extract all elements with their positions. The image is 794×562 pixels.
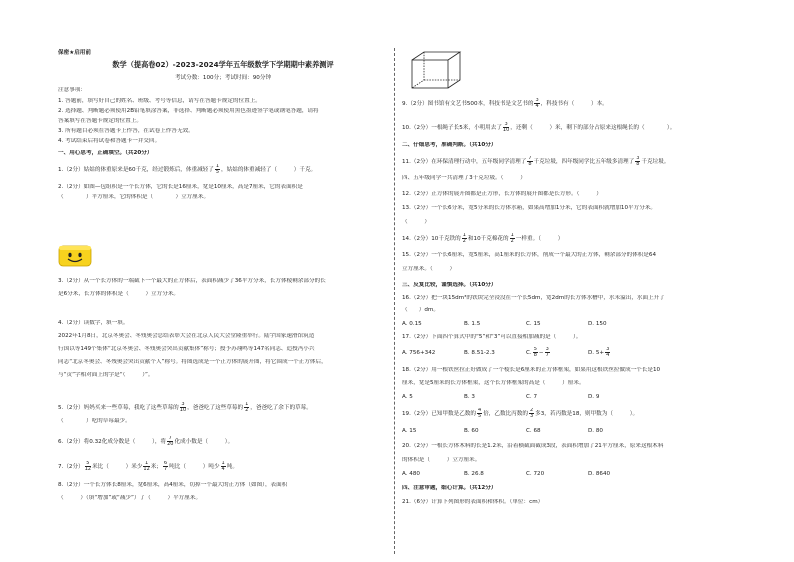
fraction: $\frac{5}{12}$ xyxy=(84,461,92,471)
question-21: 21.（6分）计算下列图形的表面积和体积。（单位：cm） xyxy=(402,499,544,505)
option-a[interactable]: A. 0.15 xyxy=(402,321,422,327)
section-heading: 一、用心思考，正确填空。（共20分） xyxy=(58,150,153,156)
fraction: $\frac{1}{2}$ xyxy=(462,233,466,243)
option-b[interactable]: B. 60 xyxy=(464,428,479,434)
fraction: $\frac{1}{2}$ xyxy=(245,402,249,412)
fraction: $\frac{2}{3}$ xyxy=(529,408,534,418)
option-d[interactable]: D. 9 xyxy=(588,394,600,400)
option-d[interactable]: D. 150 xyxy=(588,321,607,327)
option-c[interactable]: C. 15 xyxy=(526,321,541,327)
fraction: $\frac{4}{5}$ xyxy=(478,408,482,418)
fraction: $\frac{3}{10}$ xyxy=(502,122,510,132)
question-13-cont: （ ） xyxy=(402,219,430,225)
option-a[interactable]: A. 5 xyxy=(402,394,413,400)
question-4-text: 与“贡”字相对面上的字是“（ ）”。 xyxy=(58,372,154,378)
section-heading: 三、反复比较，谨慎选择。（共10分） xyxy=(402,282,497,288)
question-2-cont: （ ）平方厘米，它的体积是（ ）立方厘米。 xyxy=(58,194,210,200)
question-14: 14.（2分）10千克铁的 $\frac{1}{2}$ 和10千克棉花的 $\frac{1}{2}$ 一样重。（ ） xyxy=(402,233,564,243)
question-18-options xyxy=(402,394,752,401)
fraction: $\frac{3}{4}$ xyxy=(606,347,610,357)
fraction: $\frac{1}{12}$ xyxy=(143,461,150,471)
question-17: 17.（2分）下面四个算式中的“5”和“3”可以直接相加减的是（ ）。 xyxy=(402,334,582,340)
option-a[interactable]: A. 15 xyxy=(402,428,417,434)
section-heading: 四、注意审题，细心计算。（共12分） xyxy=(402,485,497,491)
column-divider xyxy=(394,48,395,554)
question-16-unit: （ ）dm。 xyxy=(402,307,439,313)
question-11-cont: 四、五年级同学一共清理了3千克垃圾。（ ） xyxy=(402,175,526,181)
smiley-box-icon xyxy=(58,244,92,268)
question-13: 13.（2分）一个长6分米，宽5分米的长方体水箱，如果高增加1分米，它的表面积就增加10平方分米。 xyxy=(402,205,657,211)
option-b[interactable]: B. 8.51-2.3 xyxy=(464,350,495,356)
option-c[interactable]: C. 720 xyxy=(526,471,545,477)
fraction: $\frac{3}{7}$ xyxy=(545,347,549,357)
question-20: 20.（2分）一根长方体木料的长是1.2米，沿着横截面截成3段，表面积增加了21平方厘米，原来这根木料 xyxy=(402,443,664,449)
option-b[interactable]: B. 26.8 xyxy=(464,471,484,477)
note-item: 2. 选择题、判断题必须使用2B铅笔填涂答案，非选择、判断题必须使用黑色墨迹签字笔或钢笔答题，请将 xyxy=(58,108,319,114)
exam-title: 数学（提高卷02）-2023-2024学年五年级数学下学期期中素养测评 xyxy=(112,60,334,69)
option-d[interactable]: D. 5+ $\frac{3}{4}$ xyxy=(588,347,610,357)
question-5-cont: （ ）吃的草莓最少。 xyxy=(58,418,131,424)
question-10: 10.（2分）一根绳子长5米，小明用去了 $\frac{3}{10}$ ，还剩（ ）米，剩下的部分占原来这根绳长的（ ）。 xyxy=(402,122,676,132)
option-b[interactable]: B. 3 xyxy=(464,394,475,400)
question-18: 18.（2分）用一根铁丝拉正好做成了一个棱长是6厘米的正方体框架，如果用这根铁丝拉做成一个长是10 xyxy=(402,367,661,373)
fraction: $\frac{5}{8}$ xyxy=(533,347,537,357)
question-4-text: 行国以等149个集体“北京冬奥会、冬残奥会突出贡献集体”称号；授予苏翊鸣等147名同志、追授冯小兴 xyxy=(58,346,315,352)
question-8-cont: （ ）（填“增加”或“减少”）了（ ）平方厘米。 xyxy=(58,495,202,501)
question-11: 11.（2分）在环保清理行动中，五年级同学清理了 $\frac{7}{8}$ 千克垃圾，四年级同学比五年级多清理了 $\frac{3}{8}$ 千克垃圾。 xyxy=(402,156,670,166)
fraction: $\frac{3}{10}$ xyxy=(179,402,187,412)
fraction: $\frac{3}{8}$ xyxy=(636,156,640,166)
question-16: 16.（2分）把一块15dm³的铁块完全浸没在一个长5dm，宽2dm的长方体水槽中，水未溢出，水面上升了 xyxy=(402,295,665,301)
question-6: 6.（2分）将0.32化成分数是（ ），将 $\frac{7}{20}$ 化成小数是（ ）。 xyxy=(58,436,234,446)
note-item: 1. 答题前，填写好自己的姓名、班级、考号等信息，请写在答题卡规定的位置上。 xyxy=(58,98,261,104)
question-16-options xyxy=(402,321,752,328)
question-7: 7.（2分） $\frac{5}{12}$ 米比（ ）米少 $\frac{1}{12}$ 米； $\frac{6}{7}$ 吨比（ ）吨少 $\frac{1}{4}$ 吨。 xyxy=(58,461,238,471)
option-a[interactable]: A. 480 xyxy=(402,471,420,477)
question-19-options xyxy=(402,428,752,435)
note-item: 答案填写在答题卡规定的位置上。 xyxy=(58,118,142,124)
question-12: 12.（2分）正方体的展开图都是正方形，长方体的展开图都是长方形。（ ） xyxy=(402,191,602,197)
section-heading: 二、仔细思考，准确判断。（共10分） xyxy=(402,142,497,148)
question-20-cont: 的体积是（ ）立方厘米。 xyxy=(402,457,481,463)
exam-subtitle: 考试分数：100分；考试时间：90分钟 xyxy=(174,75,272,81)
fraction: $\frac{6}{7}$ xyxy=(164,461,168,471)
notes-heading: 注意事项： xyxy=(58,87,86,93)
question-3-cont: 是6分米，长方体的体积是（ ）立方分米。 xyxy=(58,291,180,297)
question-8: 8.（2分）一个长方体长8厘米，宽6厘米，高4厘米，切掉一个最大的正方体（如图），表面积 xyxy=(58,482,288,488)
question-2: 2.（2分）如图—包组积是一个长方体，它的长是16厘米，宽是10厘米，高是7厘米，它的表面积是 xyxy=(58,184,303,190)
question-4: 4.（2分）读数字，填一填。 xyxy=(58,320,129,326)
question-15-cont: 立方厘米。（ ） xyxy=(402,266,456,272)
question-19: 19.（2分）已知甲数是乙数的 $\frac{4}{5}$ 倍，乙数比丙数的 $\frac{2}{3}$ 多3，若丙数是18，则甲数为（ ）。 xyxy=(402,408,639,418)
question-17-options xyxy=(402,347,752,357)
option-c[interactable]: C. 68 xyxy=(526,428,541,434)
question-3: 3.（2分）从一个长方体的一端截下一个最大的正方体后，表面积减少了36平方分米，长方体棱剩余部分的长 xyxy=(58,278,326,284)
option-d[interactable]: D. 8640 xyxy=(588,471,611,477)
question-5: 5.（2分）妈妈买来一些草莓，我吃了这些草莓的 $\frac{3}{10}$ ，爸爸吃了这些草莓的 $\frac{1}{2}$ ，爸爸吃了余下的草莓。 xyxy=(58,402,312,412)
fraction: $\frac{7}{8}$ xyxy=(528,156,532,166)
left-column xyxy=(58,0,388,562)
option-b[interactable]: B. 1.5 xyxy=(464,321,481,327)
question-4-text: 2022年1月8日，北京冬奥会、冬残奥会总结表彰大会在北京人民大会堂隆重举行。陆宇国家速滑馆筑造 xyxy=(58,333,315,339)
question-4-text: 同志“北京冬奥会、冬残奥会突出贡献个人”称号。将图选成是一个正方体的展开图，将它围成一个正方体后， xyxy=(58,359,327,365)
confidential-label: 保密★启用前 xyxy=(58,50,91,56)
question-20-options xyxy=(402,471,752,478)
fraction: $\frac{3}{4}$ xyxy=(535,98,539,108)
fraction: $\frac{1}{5}$ xyxy=(215,164,220,174)
fraction: $\frac{7}{20}$ xyxy=(167,436,174,446)
option-d[interactable]: D. 80 xyxy=(588,428,603,434)
option-a[interactable]: A. 756+342 xyxy=(402,350,436,356)
cuboid-figure-icon xyxy=(410,50,462,90)
right-column xyxy=(402,0,752,562)
question-15: 15.（2分）一个长6厘米，宽5厘米，高1厘米的长方体，削成一个最大的正方体，剩余部分的体积是64 xyxy=(402,252,657,258)
option-c[interactable]: C. 7 xyxy=(526,394,538,400)
question-9: 9.（2分）图书馆有文艺书500本，科技书是文艺书的 $\frac{3}{4}$ ，科技书有（ ）本。 xyxy=(402,98,608,108)
option-c[interactable]: C. $\frac{5}{8}$ − $\frac{3}{7}$ xyxy=(526,347,549,357)
question-18-cont: 厘米，宽是5厘米的长方体框架，这个长方体框架的高是（ ）厘米。 xyxy=(402,380,585,386)
note-item: 4. 考试结束后将试卷和答题卡一并交回。 xyxy=(58,138,161,144)
fraction: $\frac{1}{4}$ xyxy=(221,461,225,471)
question-1: 1.（2分）姑姑的体重原来是60千克，经过锻炼后，体重减轻了 $\frac{1}{5}$ ，姑姑的体重减轻了（ ）千克。 xyxy=(58,164,317,174)
fraction: $\frac{1}{2}$ xyxy=(510,233,514,243)
note-item: 3. 所有题目必须在答题卡上作答，在试卷上作答无效。 xyxy=(58,128,194,134)
